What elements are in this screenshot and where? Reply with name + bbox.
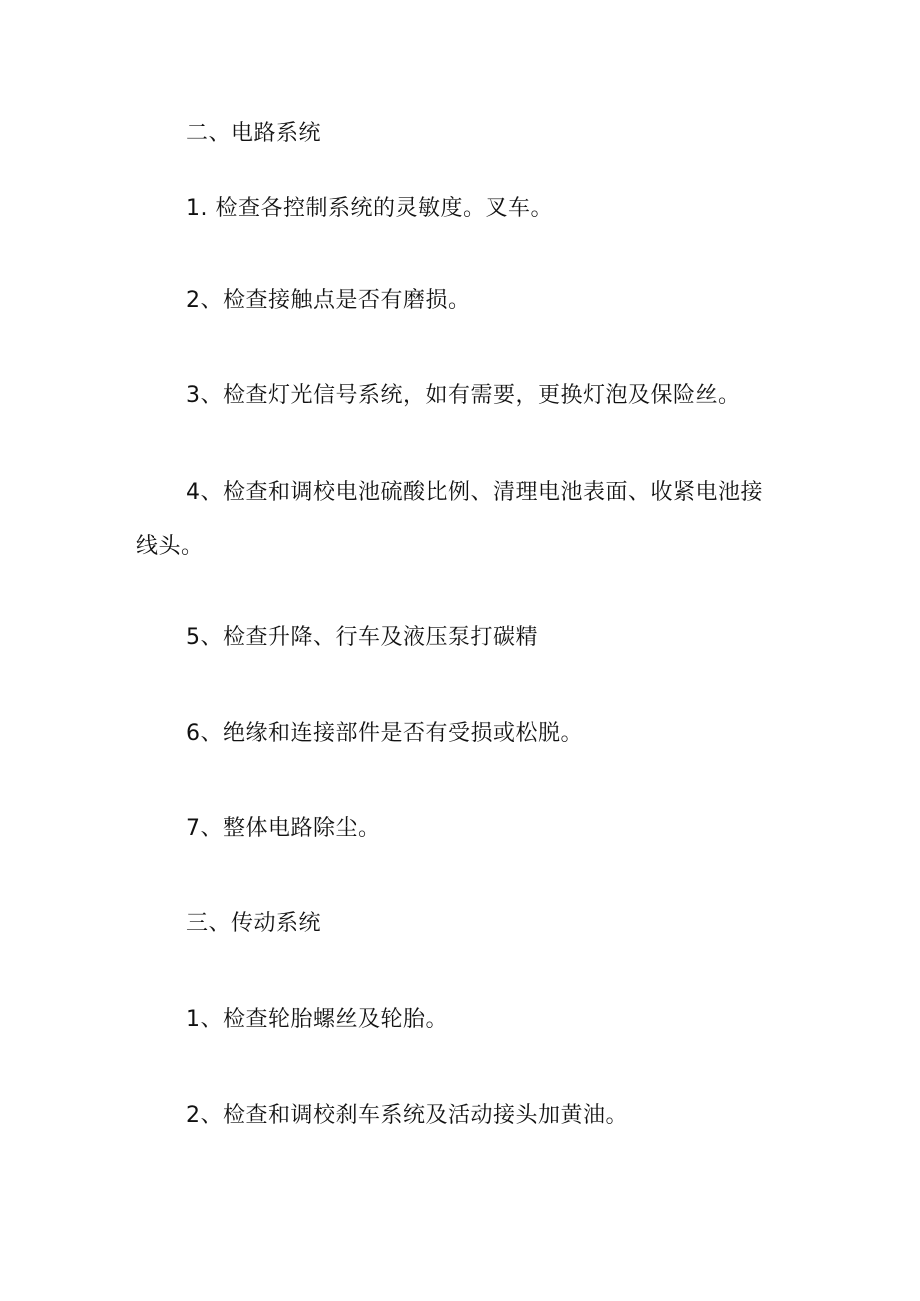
list-item: 4、检查和调校电池硫酸比例、清理电池表面、收紧电池接 — [186, 480, 763, 505]
list-item: 5、检查升降、行车及液压泵打碳精 — [186, 625, 538, 650]
list-item: 6、绝缘和连接部件是否有受损或松脱。 — [186, 721, 583, 746]
section-heading-electrical: 二、电路系统 — [186, 121, 322, 146]
list-item: 3、检查灯光信号系统，如有需要，更换灯泡及保险丝。 — [186, 383, 741, 408]
list-item-continuation: 线头。 — [136, 534, 204, 559]
list-item: 1、检查轮胎螺丝及轮胎。 — [186, 1007, 448, 1032]
list-item: 2、检查和调校刹车系统及活动接头加黄油。 — [186, 1103, 628, 1128]
list-item: 2、检查接触点是否有磨损。 — [186, 288, 471, 313]
list-item: 7、整体电路除尘。 — [186, 816, 381, 841]
section-heading-transmission: 三、传动系统 — [186, 911, 322, 936]
list-item: 1. 检查各控制系统的灵敏度。叉车。 — [186, 196, 553, 221]
